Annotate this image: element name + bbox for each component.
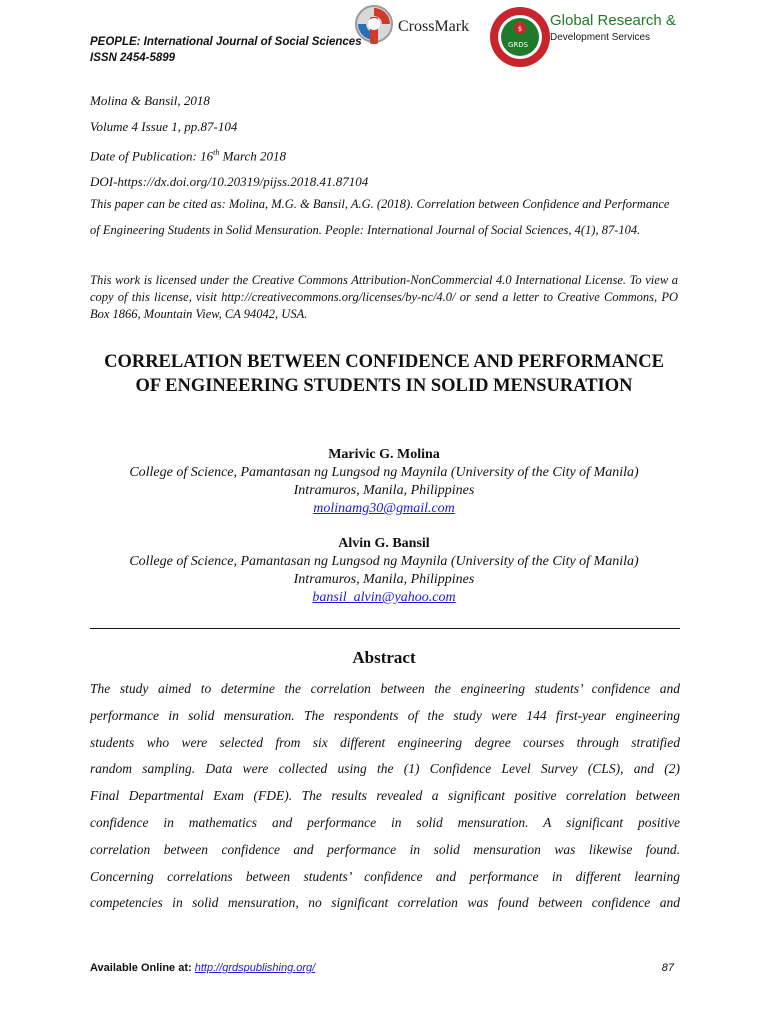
publication-date xyxy=(90,140,680,169)
abstract-line: correlation between confidence and performance in solid mensuration was likewise found. xyxy=(90,841,680,857)
journal-header xyxy=(90,34,362,66)
available-label: Available Online at: xyxy=(90,962,195,974)
abstract-line: random sampling. Data were collected using the (1) Confidence Level Survey (CLS), and (2) xyxy=(90,761,680,777)
abstract-line: performance in solid mensuration. The respondents of the study were 144 first-year engineering xyxy=(90,707,680,723)
grds-seal-text: GRDS xyxy=(508,41,529,49)
abstract-line: The study aimed to determine the correlation between the engineering students’ confidence and xyxy=(90,681,680,696)
journal-name: PEOPLE: International Journal of Social Sciences xyxy=(90,36,362,48)
grds-seal-icon xyxy=(488,4,552,70)
abstract-line: competencies in solid mensuration, no significant correlation was found between confidence and xyxy=(90,895,680,911)
abstract-line: students who were selected from six different engineering degree courses through stratified xyxy=(90,734,680,750)
crossmark-badge[interactable] xyxy=(354,4,494,52)
publisher-url-link[interactable]: http://grdspublishing.org/ xyxy=(194,962,316,974)
author-name: Alvin G. Bansil xyxy=(338,536,430,551)
author-location: Intramuros, Manila, Philippines xyxy=(293,572,475,587)
citation-text: This paper can be cited as: Molina, M.G. & Bansil, A.G. (2018). Correlation between Confidence and Performance of Engineering Students in Solid Mensuration. People: International Journal of Social Sciences, 4(1), 87-104. xyxy=(90,197,670,237)
page-footer xyxy=(90,962,674,974)
volume-issue: Volume 4 Issue 1, pp.87-104 xyxy=(90,119,238,134)
citation-meta xyxy=(90,88,680,195)
abstract-body xyxy=(90,676,680,917)
author-block xyxy=(90,534,678,607)
crossmark-icon xyxy=(354,4,394,48)
section-divider xyxy=(90,628,680,629)
license-text: This work is licensed under the Creative Commons Attribution-NonCommercial 4.0 International License. To view a copy of this license, visit http://creativecommons.org/licenses/by-nc/4.0/ or send a letter to Creative Commons, PO Box 1866, Mountain View, CA 94042, USA. xyxy=(90,273,678,321)
svg-text:$: $ xyxy=(517,25,523,33)
author-name: Marivic G. Molina xyxy=(328,447,440,462)
paper-title: CORRELATION BETWEEN CONFIDENCE AND PERFORMANCE OF ENGINEERING STUDENTS IN SOLID MENSURATION xyxy=(104,352,664,396)
date-rest: March 2018 xyxy=(219,148,287,164)
date-sup: th xyxy=(213,148,220,157)
page-number: 87 xyxy=(661,962,674,974)
author-email-link[interactable]: molinamg30@gmail.com xyxy=(313,501,455,516)
abstract-heading: Abstract xyxy=(352,648,416,667)
author-location: Intramuros, Manila, Philippines xyxy=(293,483,475,498)
publisher-subtitle: Development Services xyxy=(550,32,651,43)
authors-year: Molina & Bansil, 2018 xyxy=(90,93,210,108)
crossmark-label: CrossMark xyxy=(398,18,470,35)
publisher-name: Global Research & xyxy=(550,12,676,29)
author-affiliation: College of Science, Pamantasan ng Lungsod ng Maynila (University of the City of Manila) xyxy=(129,465,639,480)
doi[interactable]: DOI-https://dx.doi.org/10.20319/pijss.2018.41.87104 xyxy=(90,174,369,190)
publisher-logo xyxy=(488,4,688,74)
author-block xyxy=(90,445,678,518)
author-email-link[interactable]: bansil_alvin@yahoo.com xyxy=(312,590,456,605)
journal-issn: ISSN 2454-5899 xyxy=(90,52,176,64)
date-label: Date of Publication: 16 xyxy=(90,148,214,164)
abstract-line: confidence in mathematics and performance in solid mensuration. A significant positive xyxy=(90,814,680,830)
abstract-line: Concerning correlations between students’ confidence and performance in different learning xyxy=(90,868,680,884)
author-affiliation: College of Science, Pamantasan ng Lungsod ng Maynila (University of the City of Manila) xyxy=(129,554,639,569)
abstract-line: Final Departmental Exam (FDE). The results revealed a significant positive correlation between xyxy=(90,788,680,804)
